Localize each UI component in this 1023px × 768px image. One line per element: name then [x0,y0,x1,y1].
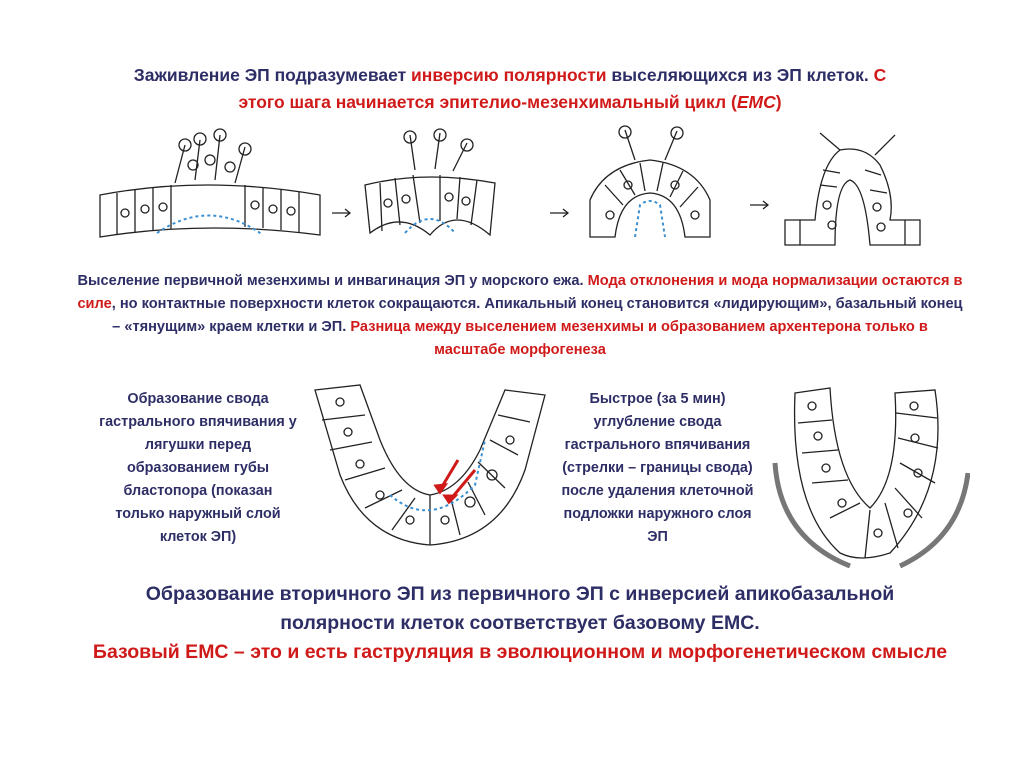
caption1-part-1: Выселение первичной мезенхимы и инвагинация ЭП у морского ежа. [77,273,588,289]
summary-line-2: Базовый ЕМС – это и есть гаструляция в эволюционном и морфогенетическом смысле [92,641,948,663]
stage-3-invagination [590,126,710,237]
sea-urchin-caption [75,270,965,362]
title-part-1: Заживление ЭП подразумевает [133,65,412,85]
sea-urchin-invagination-diagram [95,125,925,265]
summary-line-1: Образование вторичного ЭП из первичного ЭП с инверсией апикобазальной полярности клеток соответствует базовому ЕМС. [145,583,895,634]
deepened-vault-diagram [770,378,970,568]
title-part-3: выселяющихся из ЭП клеток. [606,65,874,85]
stage-4-archenteron [785,133,920,245]
slide-title [110,62,910,116]
summary [90,580,950,667]
title-abbrev: ЕМС [736,92,776,112]
fast-deepening-caption: Быстрое (за 5 мин) углубление свода гастрального впячивания (стрелки – границы свода) после удаления клеточной подложки наружного слоя ЭП [561,391,754,545]
stage-2-bending [365,129,495,235]
caption1-highlight-2: Разница между выселением мезенхимы и образованием архентерона только в масштабе морфогенеза [350,319,928,358]
stage-1-flat-epithelium [100,129,320,237]
title-highlight-1: инверсию полярности [411,65,607,85]
frog-caption: Образование свода гастрального впячивания у лягушки перед образованием губы бластопора (показан только наружный слой клеток ЭП) [99,391,297,545]
frog-gastral-vault-diagram [310,380,550,560]
title-highlight-2: С этого шага начинается эпителио-мезенхимальный цикл ( [238,65,887,112]
caption1-highlight-1: Мода отклонения и мода нормализации остаются в силе [77,273,963,312]
title-close: ) [775,92,782,112]
caption1-part-3: , но контактные поверхности клеток сокращаются. Апикальный конец становится «лидирующим», базальный конец – «тянущим» краем клетки и ЭП. [111,296,963,335]
